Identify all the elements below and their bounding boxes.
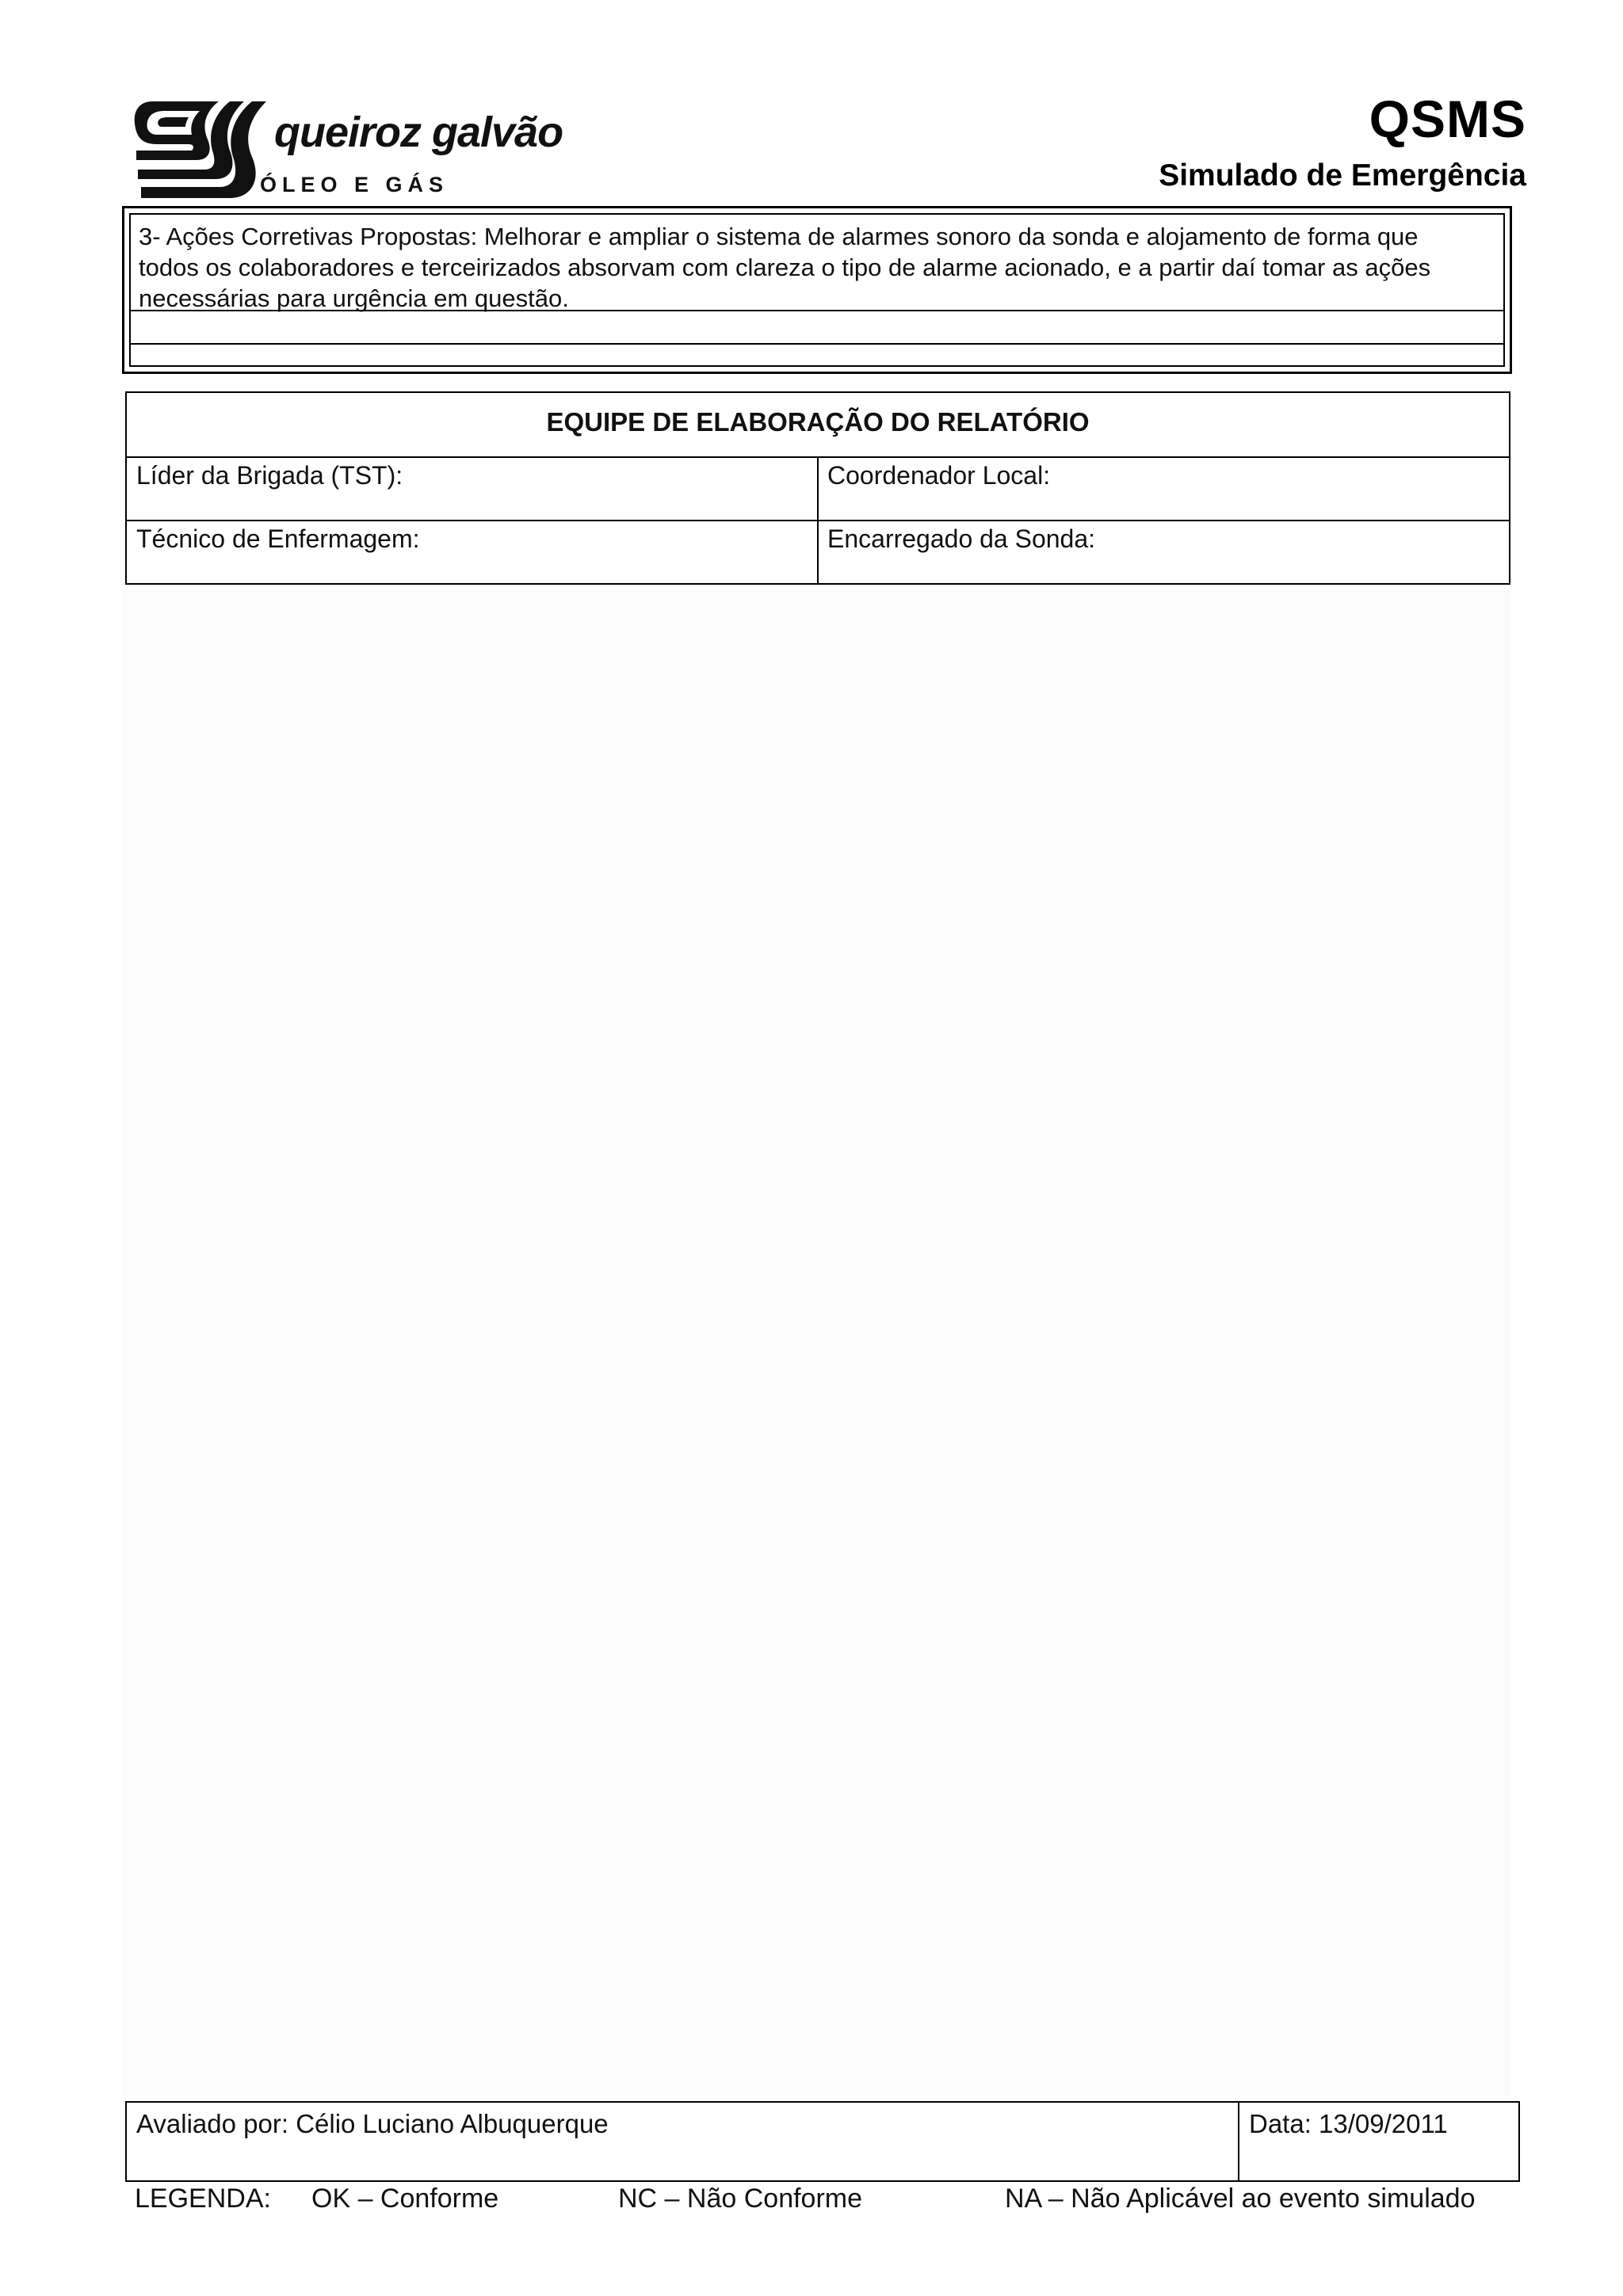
- logo-swirl-icon: [133, 93, 268, 208]
- brand-subtitle: ÓLEO E GÁS: [260, 173, 449, 196]
- evaluation-footer: [125, 2101, 1520, 2182]
- document-code: QSMS: [1369, 90, 1526, 148]
- corrective-actions-box: [122, 206, 1512, 374]
- document-title: Simulado de Emergência: [1159, 158, 1526, 193]
- footer-divider: [1238, 2103, 1239, 2180]
- team-table-title: EQUIPE DE ELABORAÇÃO DO RELATÓRIO: [546, 407, 1090, 437]
- page-background: [123, 590, 1510, 2096]
- legend-ok: OK – Conforme: [311, 2183, 499, 2214]
- legend-na: NA – Não Aplicável ao evento simulado: [1005, 2183, 1476, 2214]
- report-team-table: [125, 391, 1510, 585]
- brand-name: queiroz galvão: [274, 109, 563, 156]
- brigade-leader-field: Líder da Brigada (TST):: [136, 461, 403, 490]
- corrective-actions-inner: [129, 213, 1505, 367]
- rig-supervisor-field: Encarregado da Sonda:: [827, 524, 1096, 553]
- evaluation-date: Data: 13/09/2011: [1249, 2109, 1448, 2138]
- blank-line-1: [131, 310, 1503, 311]
- corrective-actions-text: 3- Ações Corretivas Propostas: Melhorar e ampliar o sistema de alarmes sonoro da sonda e alojamento de forma que todos os colaboradores e terceirizados absorvam com clareza o tipo de alarme acionado, e a partir daí tomar as ações necessárias para urgência em questão.: [139, 223, 1431, 312]
- blank-line-2: [131, 343, 1503, 345]
- legend-nc: NC – Não Conforme: [618, 2183, 863, 2214]
- company-logo: [133, 93, 577, 208]
- legend-label: LEGENDA:: [135, 2183, 271, 2214]
- local-coordinator-field: Coordenador Local:: [827, 461, 1051, 490]
- team-column-divider: [817, 456, 819, 583]
- nursing-technician-field: Técnico de Enfermagem:: [136, 524, 420, 553]
- evaluated-by: Avaliado por: Célio Luciano Albuquerque: [136, 2109, 609, 2138]
